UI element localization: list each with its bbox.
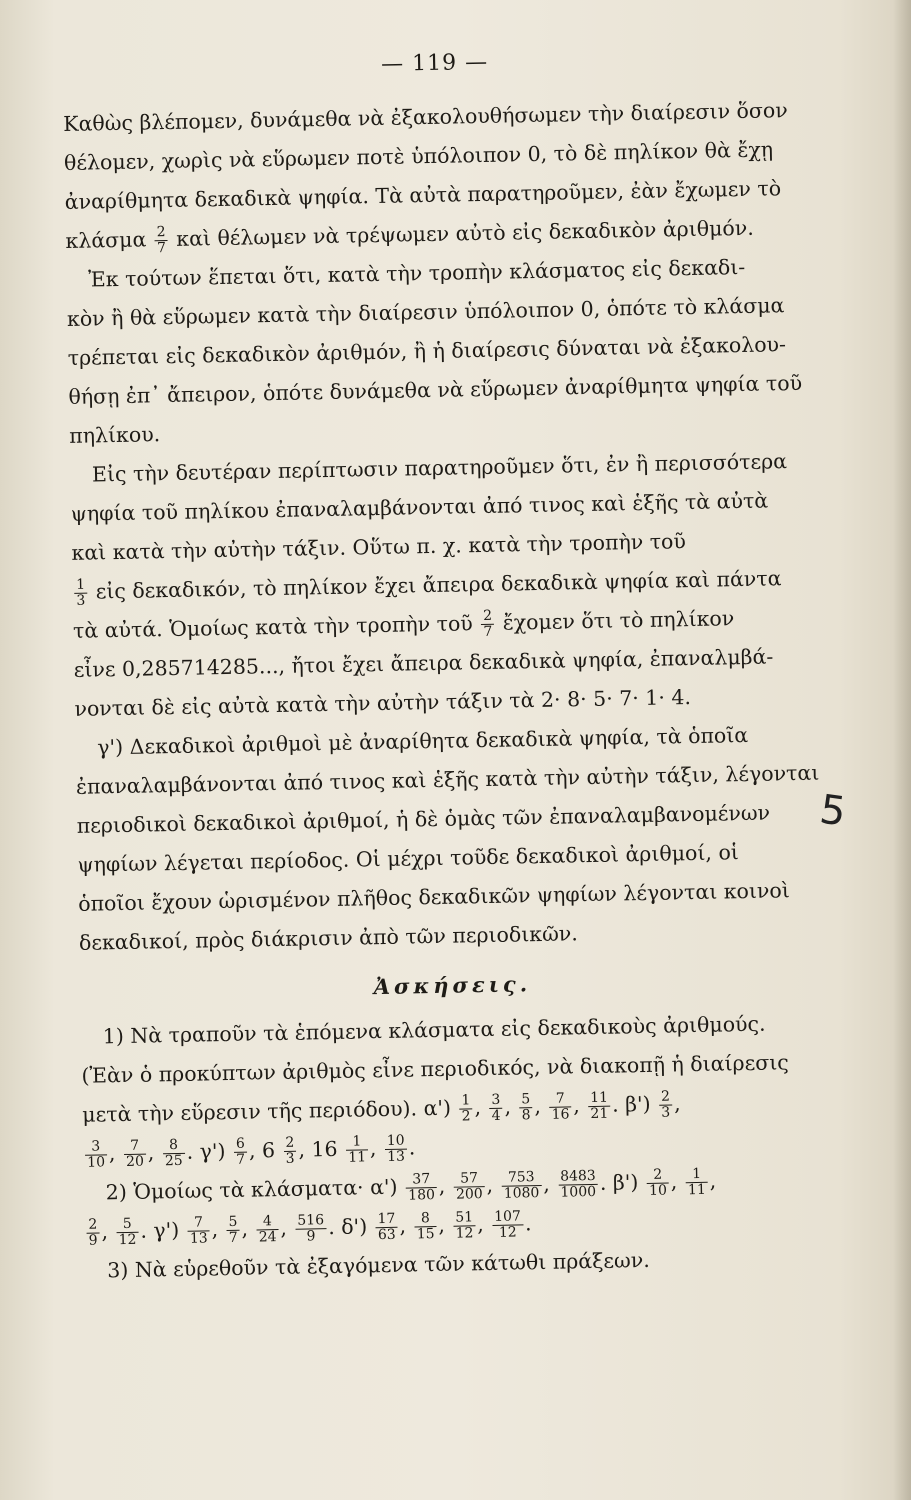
fraction-numerator: 7 [193, 1214, 204, 1231]
fraction [686, 1167, 708, 1198]
fraction [295, 1213, 326, 1245]
text-span: καὶ κατὰ τὴν αὐτὴν τάξιν. Οὕτω π. χ. κατὰ τὴν τροπὴν τοῦ [71, 529, 687, 565]
text-span: 1) Νὰ τραποῦν τὰ ἑπόμενα κλάσματα εἰς δεκαδικοὺς ἀριθμούς. [102, 1011, 766, 1049]
text-span: κλάσμα [65, 227, 154, 253]
fraction-numerator: 10 [386, 1132, 405, 1149]
fraction-denominator: 12 [492, 1224, 523, 1241]
fraction-denominator: 180 [408, 1187, 436, 1204]
text-span: θήσῃ ἐπ᾽ ἄπειρον, ὁπότε δυνάμεθα νὰ εὕρωμεν ἀναρίθμητα ψηφία τοῦ [68, 370, 803, 409]
fraction-denominator: 7 [156, 240, 167, 257]
fraction-denominator: 13 [189, 1230, 208, 1247]
fraction-numerator: 8 [168, 1136, 179, 1154]
fraction-denominator: 7 [236, 1151, 246, 1168]
text-span: . β') [611, 1091, 658, 1117]
fraction-denominator: 7 [483, 623, 493, 641]
fraction-numerator: 57 [459, 1170, 479, 1187]
fraction-denominator: 13 [386, 1148, 406, 1165]
fraction [558, 1169, 598, 1201]
text-span: πηλίκου. [69, 422, 161, 448]
text-span: δεκαδικοί, πρὸς διάκρισιν ἀπὸ τῶν περιοδικῶν. [78, 921, 578, 955]
text-span: , [534, 1093, 548, 1119]
fraction-denominator: 20 [125, 1153, 145, 1170]
fraction-numerator: 5 [521, 1091, 531, 1108]
fraction [454, 1171, 485, 1203]
text-span: . [408, 1135, 416, 1160]
fraction-denominator: 10 [87, 1154, 106, 1171]
fraction-numerator: 2 [482, 607, 493, 625]
fraction [116, 1217, 138, 1248]
text-span: . γ') [140, 1217, 186, 1243]
fraction-numerator: 17 [377, 1210, 396, 1228]
text-span: , 16 [298, 1136, 345, 1162]
text-span: , [673, 1091, 681, 1116]
fraction-denominator: 1000 [560, 1183, 597, 1201]
fraction [659, 1089, 673, 1120]
fraction-denominator: 16 [551, 1106, 570, 1123]
fraction [74, 578, 88, 609]
text-span: , [438, 1212, 452, 1237]
text-span: , [108, 1141, 123, 1166]
fraction-numerator: 2 [285, 1134, 295, 1151]
fraction-denominator: 15 [416, 1226, 435, 1243]
fraction-numerator: 2 [156, 224, 166, 241]
fraction-numerator: 51 [455, 1209, 474, 1226]
text-span: εἰς δεκαδικόν, τὸ πηλίκον ἔχει ἄπειρα δεκαδικὰ ψηφία καὶ πάντα [88, 566, 782, 604]
text-span: , [369, 1136, 384, 1161]
fraction-numerator: 1 [352, 1133, 362, 1150]
fraction-numerator: 753 [507, 1169, 535, 1186]
text-span: , [504, 1094, 518, 1119]
text-span: Εἰς τὴν δευτέραν περίπτωσιν παρατηροῦμεν ὅτι, ἐν ἢ περισσότερα [91, 449, 788, 487]
text-span: ψηφίων λέγεται περίοδος. Οἱ μέχρι τοῦδε δεκαδικοὶ ἀριθμοί, οἱ [77, 840, 740, 877]
fraction-denominator: 9 [295, 1228, 326, 1245]
fraction-numerator: 107 [494, 1208, 522, 1225]
text-span: . γ') [186, 1138, 233, 1164]
page-edge-shadow [893, 0, 911, 1500]
text-span: τρέπεται εἰς δεκαδικὸν ἀριθμόν, ἢ ἡ διαίρεσις δύναται νὰ ἐξακολου- [67, 332, 787, 370]
text-span: Καθὼς βλέπομεν, δυνάμεθα νὰ ἐξακολουθήσωμεν τὴν διαίρεσιν ὅσον [63, 98, 788, 136]
fraction-denominator: 21 [590, 1105, 609, 1123]
text-span: , [280, 1215, 294, 1241]
fraction [588, 1091, 610, 1122]
text-span: Ἐκ τούτων ἕπεται ὅτι, κατὰ τὴν τροπὴν κλάσματος εἰς δεκαδι- [88, 254, 746, 292]
fraction-numerator: 5 [228, 1213, 238, 1231]
fraction-numerator: 37 [412, 1171, 431, 1188]
section-heading [80, 959, 826, 1012]
fraction [385, 1134, 407, 1165]
fraction-denominator: 24 [258, 1229, 277, 1246]
fraction-denominator: 200 [455, 1186, 483, 1203]
text-span: ὁποῖοι ἔχουν ὡρισμένον πλῆθος δεκαδικῶν ψηφίων λέγονται κοινοὶ [78, 878, 790, 916]
fraction-numerator: 7 [555, 1090, 565, 1107]
text-span: , [709, 1168, 717, 1193]
fraction-denominator: 8 [521, 1107, 531, 1124]
text-block [62, 44, 831, 1291]
text-span: ἀναρίθμητα δεκαδικὰ ψηφία. Τὰ αὐτὰ παρατηροῦμεν, ἐὰν ἔχωμεν τὸ [64, 176, 782, 214]
fraction-numerator: 2 [88, 1216, 98, 1233]
text-span: , [211, 1217, 225, 1242]
fraction-denominator: 11 [348, 1149, 367, 1166]
fraction-denominator: 7 [228, 1229, 238, 1247]
fraction-denominator: 1080 [503, 1185, 540, 1202]
text-span: ἔχομεν ὅτι τὸ πηλίκον [495, 606, 735, 635]
text-span: , [399, 1213, 413, 1238]
fraction [489, 1093, 503, 1124]
fraction-numerator: 1 [461, 1092, 471, 1109]
fraction-denominator: 12 [118, 1231, 137, 1249]
fraction [256, 1214, 278, 1245]
fraction [549, 1091, 571, 1122]
fraction-denominator: 9 [88, 1232, 98, 1249]
text-span: εἶνε 0,285714285..., ἤτοι ἔχει ἄπειρα δεκαδικὰ ψηφία, ἐπαναλμβά- [73, 644, 774, 682]
text-span: γ') Δεκαδικοὶ ἀριθμοὶ μὲ ἀναρίθητα δεκαδικὰ ψηφία, τὰ ὁποῖα [97, 722, 749, 760]
fraction-numerator: 2 [653, 1166, 663, 1183]
fraction [226, 1215, 240, 1246]
fraction-numerator: 516 [297, 1212, 325, 1229]
margin-note: 5 [816, 786, 849, 836]
fraction [155, 225, 169, 256]
text-span: τὰ αὐτά. Ὁμοίως κατὰ τὴν τροπὴν τοῦ [72, 611, 480, 643]
fraction [406, 1172, 437, 1204]
fraction [519, 1092, 533, 1123]
fraction [375, 1212, 397, 1243]
text-span: , [542, 1171, 557, 1196]
fraction [346, 1134, 368, 1165]
fraction-denominator: 10 [648, 1182, 668, 1199]
text-span: 3) Νὰ εὑρεθοῦν τὰ ἐξαγόμενα τῶν κάτωθι πράξεων. [107, 1247, 650, 1283]
text-span: νονται δὲ εἰς αὐτὰ κατὰ τὴν αὐτὴν τάξιν τὰ 2· 8· 5· 7· 1· 4. [74, 685, 692, 721]
fraction-numerator: 7 [130, 1137, 140, 1154]
text-span: μετὰ τὴν εὕρεσιν τῆς περιόδου). α') [82, 1095, 458, 1127]
fraction [187, 1215, 209, 1246]
text-span: περιοδικοὶ δεκαδικοὶ ἀριθμοί, ἡ δὲ ὁμὰς τῶν ἐπαναλαμβανομένων [76, 800, 771, 838]
fraction-numerator: 3 [91, 1138, 101, 1155]
text-span: , [573, 1093, 587, 1118]
text-span: . β') [599, 1170, 646, 1195]
text-span: ἐπαναλαμβάνονται ἀπό τινος καὶ ἑξῆς κατὰ τὴν αὐτὴν τάξιν, λέγονται [75, 760, 820, 799]
fraction-denominator: 3 [285, 1150, 295, 1167]
text-span: , [241, 1216, 255, 1241]
fraction [481, 609, 495, 640]
fraction [85, 1139, 107, 1170]
text-span: , [101, 1219, 115, 1244]
fraction [86, 1217, 100, 1248]
fraction-numerator: 2 [660, 1088, 671, 1105]
body-lines [63, 91, 831, 1291]
fraction-denominator: 63 [377, 1226, 396, 1244]
fraction [459, 1093, 473, 1124]
fraction-numerator: 3 [491, 1091, 501, 1108]
text-span: . [524, 1211, 532, 1236]
fraction-denominator: 3 [76, 592, 86, 609]
text-span: 2) Ὁμοίως τὰ κλάσματα· α') [105, 1174, 405, 1205]
fraction-numerator: 4 [262, 1213, 272, 1230]
fraction [414, 1211, 436, 1242]
page-number: — 119 — [380, 49, 489, 77]
text-span: Ἀσκήσεις. [373, 971, 532, 1000]
text-span: , [486, 1172, 500, 1198]
text-span: θέλομεν, χωρὶς νὰ εὕρωμεν ποτὲ ὑπόλοιπον 0, τὸ δὲ πηλίκον θὰ ἔχῃ [63, 137, 774, 175]
fraction [283, 1136, 297, 1167]
text-span: , [438, 1173, 453, 1198]
text-span: . δ') [327, 1214, 374, 1240]
fraction [453, 1210, 475, 1241]
text-span: , 6 [248, 1137, 282, 1163]
text-span: κὸν ἢ θὰ εὕρωμεν κατὰ τὴν διαίρεσιν ὑπόλοιπον 0, ὁπότε τὸ κλάσμα [66, 293, 785, 331]
text-span: καὶ θέλωμεν νὰ τρέψωμεν αὐτὸ εἰς δεκαδικὸν ἀριθμόν. [169, 215, 754, 251]
text-span: , [477, 1211, 491, 1237]
text-span: ψηφία τοῦ πηλίκου ἐπαναλαμβάνονται ἀπό τινος καὶ ἑξῆς τὰ αὐτὰ [70, 488, 769, 526]
fraction-denominator: 4 [491, 1107, 501, 1124]
fraction-denominator: 11 [687, 1181, 706, 1199]
fraction [124, 1139, 146, 1170]
text-span: , [147, 1140, 162, 1165]
text-span: , [474, 1095, 488, 1120]
fraction-denominator: 12 [455, 1225, 474, 1242]
fraction [234, 1137, 248, 1168]
fraction-denominator: 25 [164, 1152, 183, 1170]
fraction-numerator: 8 [420, 1210, 430, 1227]
fraction-numerator: 1 [691, 1165, 702, 1183]
fraction [163, 1138, 185, 1169]
fraction [501, 1170, 541, 1202]
fraction-numerator: 11 [590, 1089, 609, 1107]
fraction-denominator: 2 [461, 1108, 471, 1125]
fraction-numerator: 8483 [559, 1167, 596, 1185]
fraction-numerator: 6 [235, 1135, 245, 1152]
text-span: , [670, 1169, 685, 1194]
fraction [647, 1168, 669, 1199]
fraction-denominator: 3 [661, 1104, 671, 1121]
fraction [492, 1209, 523, 1241]
fraction-numerator: 1 [75, 576, 86, 593]
fraction-numerator: 5 [122, 1215, 132, 1233]
text-span: (Ἐὰν ὁ προκύπτων ἀριθμὸς εἶνε περιοδικός, νὰ διακοπῇ ἡ διαίρεσις [81, 1050, 789, 1088]
